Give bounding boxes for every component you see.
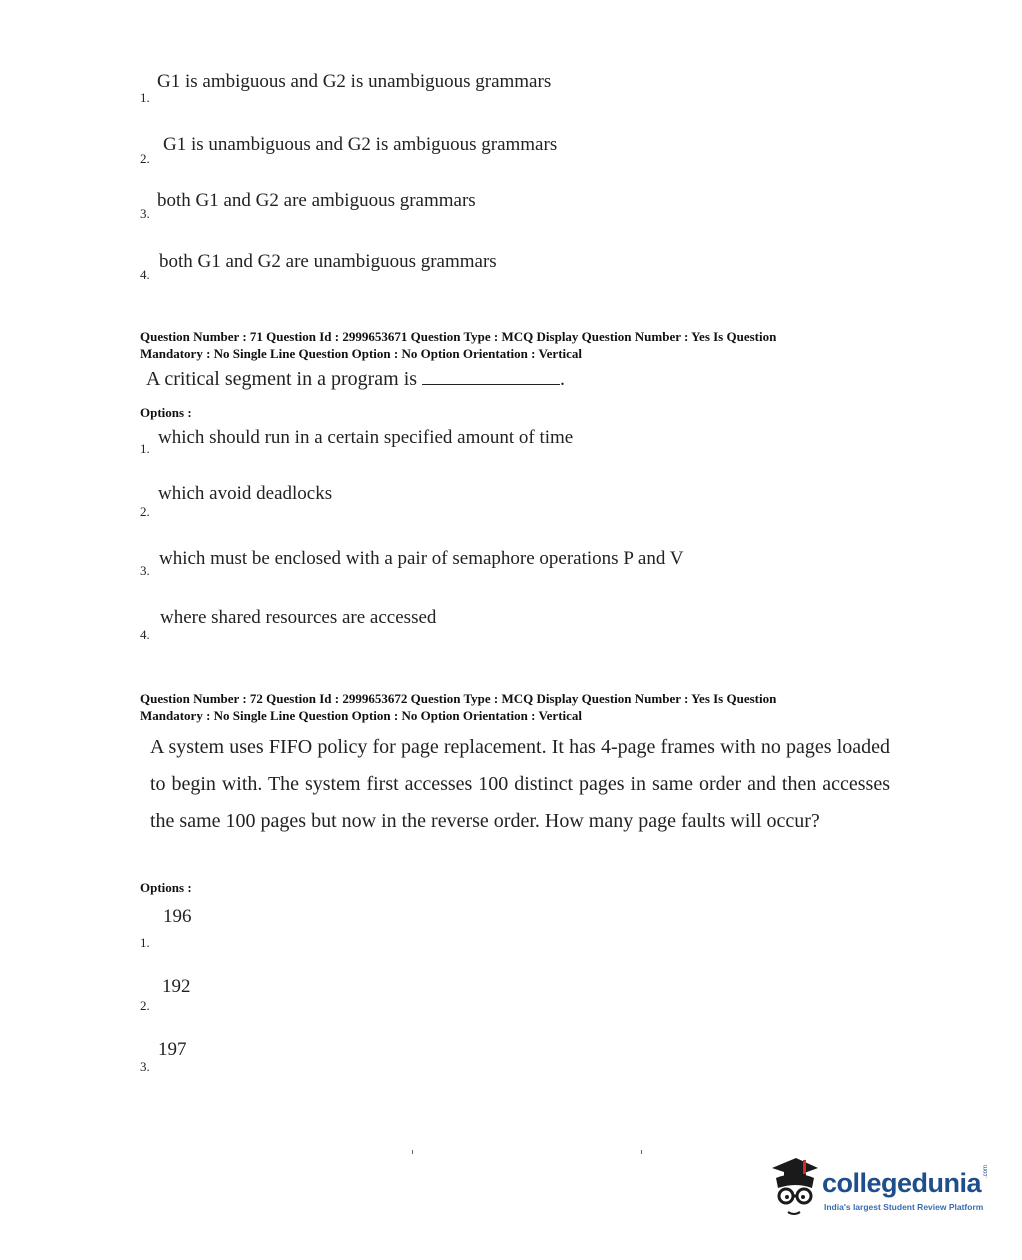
q71-question-text: A critical segment in a program is — [146, 368, 418, 390]
q71-meta — [140, 328, 880, 362]
q71-option-4-number: 4. — [140, 627, 150, 642]
prev-option-4-text: both G1 and G2 are unambiguous grammars — [159, 251, 497, 272]
prev-option-3-number: 3. — [140, 206, 150, 221]
q72-option-1-number: 1. — [140, 935, 150, 950]
q71-option-3-number: 3. — [140, 563, 150, 578]
q72-question: A system uses FIFO policy for page replacement. It has 4-page frames with no pages loaded to begin with. The system first accesses 100 distinct pages in same order and then accesses the same 100 pages but now in the reverse order. How many page faults will occur? — [150, 736, 890, 832]
q72-meta-line-1: Question Number : 72 Question Id : 2999653672 Question Type : MCQ Display Question Number : Yes Is Question — [140, 691, 777, 706]
q72-meta-line-2: Mandatory : No Single Line Question Option : No Option Orientation : Vertical — [140, 708, 583, 723]
prev-option-2-text: G1 is unambiguous and G2 is ambiguous grammars — [163, 134, 558, 155]
q71-option-2-text: which avoid deadlocks — [158, 483, 333, 504]
q71-option-4-text: where shared resources are accessed — [160, 607, 437, 628]
q72-option-2-text: 192 — [162, 976, 191, 997]
logo-tagline: India's largest Student Review Platform — [824, 1202, 984, 1212]
q71-option-2-number: 2. — [140, 504, 150, 519]
q71-option-1-number: 1. — [140, 441, 150, 456]
q71-options-label: Options : — [140, 405, 192, 420]
q72-meta — [140, 690, 880, 724]
q72-option-3-text: 197 — [158, 1039, 187, 1060]
prev-option-3-text: both G1 and G2 are ambiguous grammars — [157, 190, 476, 211]
q71-meta-line-2: Mandatory : No Single Line Question Option : No Option Orientation : Vertical — [140, 346, 583, 361]
q71-option-1-text: which should run in a certain specified amount of time — [158, 427, 574, 448]
prev-option-2-number: 2. — [140, 151, 150, 166]
q71-question — [146, 368, 565, 391]
collegedunia-mascot-icon — [766, 1154, 822, 1224]
q71-meta-line-1: Question Number : 71 Question Id : 2999653671 Question Type : MCQ Display Question Number : Yes Is Question — [140, 329, 777, 344]
scan-mark — [412, 1150, 413, 1154]
prev-option-1-text: G1 is ambiguous and G2 is unambiguous grammars — [157, 71, 552, 92]
logo-wordmark: collegedunia — [822, 1168, 982, 1198]
q71-question-end: . — [560, 368, 566, 390]
scan-mark — [641, 1150, 642, 1154]
prev-option-4-number: 4. — [140, 267, 150, 282]
q72-options-label: Options : — [140, 880, 192, 895]
q72-option-1-text: 196 — [163, 906, 192, 927]
answer-blank — [422, 368, 560, 385]
prev-option-1-number: 1. — [140, 90, 150, 105]
logo-com: .com — [983, 1164, 989, 1178]
q72-option-2-number: 2. — [140, 998, 150, 1013]
q71-option-3-text: which must be enclosed with a pair of semaphore operations P and V — [159, 548, 684, 569]
q72-option-3-number: 3. — [140, 1059, 150, 1074]
